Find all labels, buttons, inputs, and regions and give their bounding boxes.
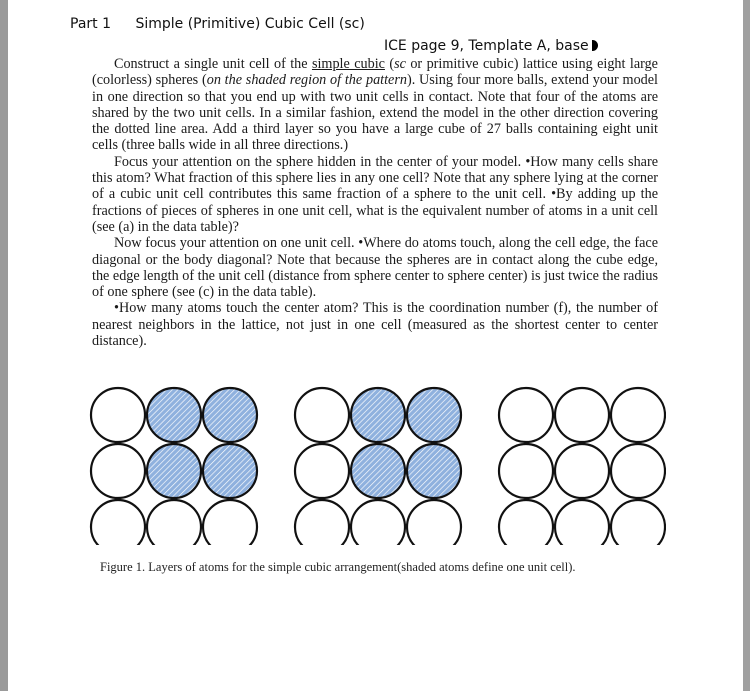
half-circle-icon xyxy=(592,40,598,51)
atom xyxy=(555,388,609,442)
atom xyxy=(295,388,349,442)
p1-italic-sc: sc xyxy=(394,56,406,72)
figure-1-layers xyxy=(86,385,666,545)
paragraph-center-sphere: Focus your attention on the sphere hidden in the center of your model. •How many cells share this atom? What fraction of this sphere lies in any one cell? Note that any sphere lying at the corner of a cubic unit cell contributes this same fraction of a sphere to the unit cell. •By adding up the fractions of pieces of spheres in one unit cell, what is the equivalent number of atoms in a unit cell (see (a) in the data table)? xyxy=(92,153,658,235)
shaded-atom xyxy=(407,444,461,498)
atom-layer-3 xyxy=(499,388,665,545)
atom xyxy=(203,500,257,545)
atom-layer-2 xyxy=(295,388,461,545)
shaded-atom xyxy=(351,444,405,498)
p1-text-b: ( xyxy=(384,56,395,72)
template-reference-text: ICE page 9, Template A, base xyxy=(384,38,589,54)
atom xyxy=(611,388,665,442)
atom xyxy=(407,500,461,545)
atom xyxy=(91,500,145,545)
shaded-atom xyxy=(351,388,405,442)
right-page-edge xyxy=(743,0,750,691)
part-label: Part 1 xyxy=(70,16,111,32)
atom xyxy=(147,500,201,545)
atom xyxy=(555,500,609,545)
figure-caption: Figure 1. Layers of atoms for the simple cubic arrangement(shaded atoms define one unit cell). xyxy=(100,560,576,574)
paragraph-coordination: •How many atoms touch the center atom? This is the coordination number (f), the number of nearest neighbors in the lattice, not just in one cell (measured as the shortest center to center distance). xyxy=(92,300,658,350)
section-title: Simple (Primitive) Cubic Cell (sc) xyxy=(135,16,365,32)
shaded-atom xyxy=(203,388,257,442)
paragraph-construct xyxy=(92,56,658,154)
p1-italic-shaded: on the shaded region of the pattern xyxy=(206,72,407,89)
atom xyxy=(91,444,145,498)
left-page-edge xyxy=(0,0,8,691)
atom xyxy=(295,444,349,498)
atom xyxy=(351,500,405,545)
atom xyxy=(91,388,145,442)
p1-text-c: or primitive cubic) lattice using eight large (colorless) spheres ( xyxy=(92,56,658,89)
atom xyxy=(295,500,349,545)
shaded-atom xyxy=(147,388,201,442)
simple-cubic-link: simple cubic xyxy=(311,56,385,72)
atom xyxy=(499,444,553,498)
paragraph-unit-cell: Now focus your attention on one unit cell. •Where do atoms touch, along the cell edge, the face diagonal or the body diagonal? Note that because the spheres are in contact along the cube edge, the edge length of the unit cell (distance from sphere center to sphere center) is just twice the radius of one sphere (see (c) in the data table). xyxy=(92,235,658,301)
atom-layers-diagram xyxy=(86,385,666,545)
atom xyxy=(499,500,553,545)
atom xyxy=(555,444,609,498)
shaded-atom xyxy=(407,388,461,442)
section-header xyxy=(70,16,365,32)
atom-layer-1 xyxy=(91,388,257,545)
p1-text-a: Construct a single unit cell of the xyxy=(114,56,312,72)
shaded-atom xyxy=(203,444,257,498)
p1-text-d: ). Using four more balls, extend your model in one direction so that you end up with two unit cells in contact. Note that four of the atoms are shared by the two unit cells. In a similar fashion, extend the model in the other direction covering the dotted line area. Add a third layer so you have a large cube of 27 balls containing eight unit cells (three balls wide in all three directions.) xyxy=(92,72,658,154)
atom xyxy=(499,388,553,442)
atom xyxy=(611,444,665,498)
template-reference xyxy=(384,38,598,54)
shaded-atom xyxy=(147,444,201,498)
atom xyxy=(611,500,665,545)
instructions-body xyxy=(92,56,658,349)
